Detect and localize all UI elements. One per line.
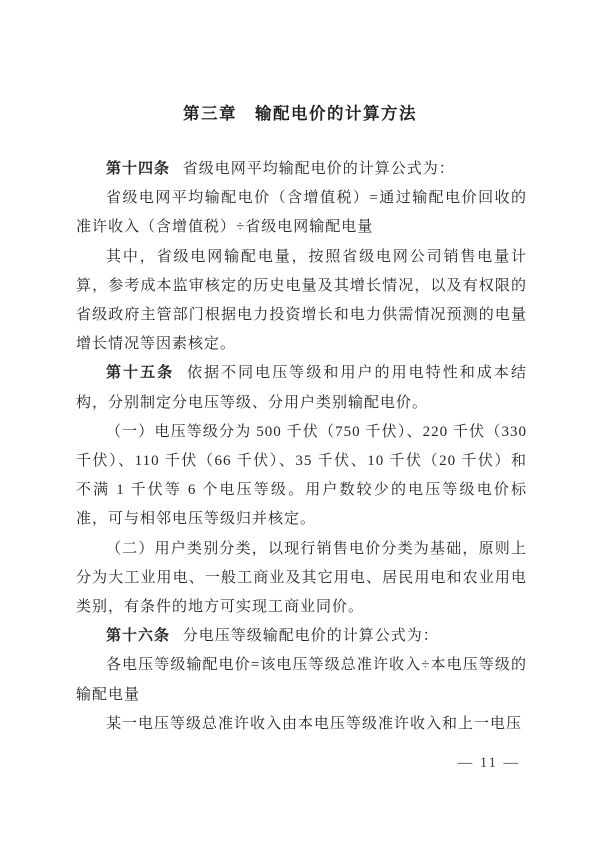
- paragraph-text: （二）用户类别分类，以现行销售电价分类为基础，原则上分为大工业用电、一般工商业及其它用电、居民用电和农业用电类别，有条件的地方可实现工商业同价。: [76, 540, 527, 616]
- article-14-label: 第十四条: [106, 161, 171, 177]
- paragraph-item-2-user-categories: [76, 535, 527, 623]
- paragraph-text: 某一电压等级总准许收入由本电压等级准许收入和上一电压: [106, 715, 523, 732]
- paragraph-text: 省级电网平均输配电价的计算公式为：: [182, 161, 455, 177]
- paragraph-text: 依据不同电压等级和用户的用电特性和成本结构，分别制定分电压等级、分用户类别输配电价。: [76, 365, 527, 411]
- chapter-title: 第三章 输配电价的计算方法: [183, 104, 417, 123]
- paragraph-article-14: [76, 155, 527, 184]
- paragraph-formula-avg-price: [76, 184, 527, 242]
- paragraph-article-16: [76, 622, 527, 651]
- paragraph-text: 分电压等级输配电价的计算公式为：: [182, 628, 439, 645]
- document-body: [76, 155, 527, 739]
- article-16-label: 第十六条: [106, 628, 171, 645]
- paragraph-text: 省级电网平均输配电价（含增值税）=通过输配电价回收的准许收入（含增值税）÷省级电网输配电量: [76, 190, 527, 236]
- paragraph-text: 其中，省级电网输配电量，按照省级电网公司销售电量计算，参考成本监审核定的历史电量及其增长情况，以及有权限的省级政府主管部门根据电力投资增长和电力供需情况预测的电量增长情况等因素核定。: [76, 248, 527, 353]
- paragraph-item-1-voltage-levels: [76, 418, 527, 535]
- paragraph-text: （一）电压等级分为 500 千伏（750 千伏）、220 千伏（330 千伏）、110 千伏（66 千伏）、35 千伏、10 千伏（20 千伏）和不满 1 千伏等 6 个电压等级。用户数较少的电压等级电价标准，可与相邻电压等级归并核定。: [76, 423, 527, 528]
- paragraph-article-15: [76, 359, 527, 417]
- paragraph-text: 各电压等级输配电价=该电压等级总准许收入÷本电压等级的输配电量: [76, 657, 527, 703]
- paragraph-formula-voltage-price: [76, 651, 527, 709]
- page-number: — 11 —: [457, 755, 520, 771]
- article-15-label: 第十五条: [106, 365, 175, 382]
- paragraph-total-permitted-income: [76, 710, 527, 739]
- paragraph-volume-determination: [76, 243, 527, 360]
